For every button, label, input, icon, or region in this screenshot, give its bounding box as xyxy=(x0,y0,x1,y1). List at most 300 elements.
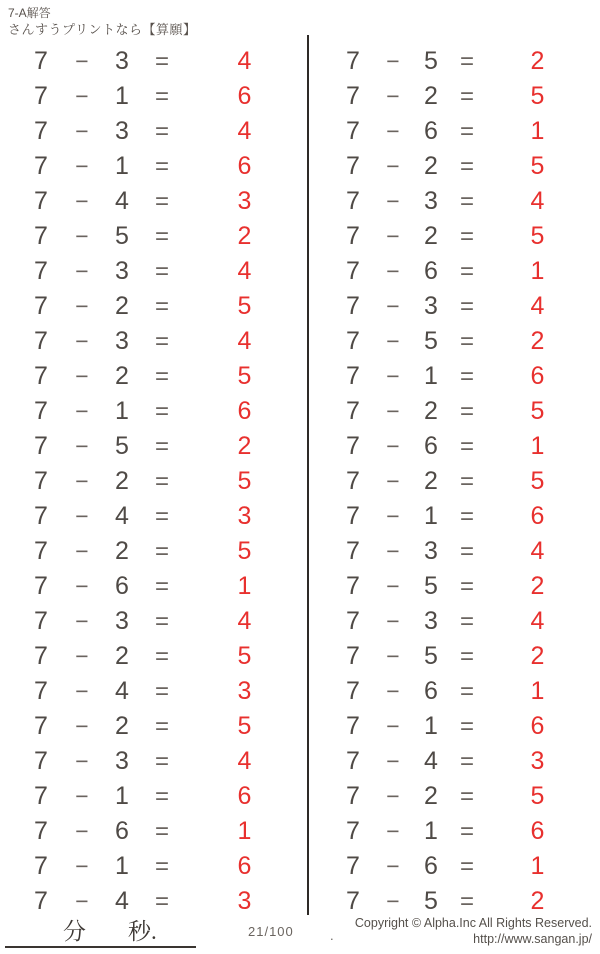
problem-row xyxy=(309,744,600,779)
equals-sign: = xyxy=(154,607,169,635)
problem-row xyxy=(0,814,307,849)
minuend: 7 xyxy=(346,257,360,285)
subtrahend: 6 xyxy=(424,257,438,285)
equals-sign: = xyxy=(459,397,474,425)
equals-sign: = xyxy=(154,467,169,495)
problem-row xyxy=(309,219,600,254)
answer-value: 5 xyxy=(530,82,545,110)
subtrahend: 2 xyxy=(424,152,438,180)
subtrahend: 3 xyxy=(424,537,438,565)
minus-operator: − xyxy=(386,188,400,214)
minuend: 7 xyxy=(346,502,360,530)
minuend: 7 xyxy=(34,537,48,565)
problem-row xyxy=(0,569,307,604)
answer-value: 5 xyxy=(237,467,252,495)
answer-value: 4 xyxy=(237,47,252,75)
subtrahend: 1 xyxy=(115,152,129,180)
answer-value: 5 xyxy=(530,397,545,425)
minuend: 7 xyxy=(346,887,360,915)
minus-operator: − xyxy=(386,398,400,424)
minuend: 7 xyxy=(346,642,360,670)
problem-row xyxy=(309,534,600,569)
minus-operator: − xyxy=(75,888,89,914)
answer-value: 2 xyxy=(530,572,545,600)
minuend: 7 xyxy=(34,642,48,670)
minuend: 7 xyxy=(34,712,48,740)
minuend: 7 xyxy=(34,747,48,775)
answer-value: 6 xyxy=(530,362,545,390)
answer-value: 1 xyxy=(530,257,545,285)
answer-value: 1 xyxy=(530,117,545,145)
answer-value: 6 xyxy=(237,782,252,810)
subtrahend: 3 xyxy=(115,117,129,145)
minus-operator: − xyxy=(75,83,89,109)
minuend: 7 xyxy=(34,572,48,600)
equals-sign: = xyxy=(459,817,474,845)
minuend: 7 xyxy=(346,152,360,180)
equals-sign: = xyxy=(459,677,474,705)
subtrahend: 2 xyxy=(115,362,129,390)
minus-operator: − xyxy=(386,853,400,879)
equals-sign: = xyxy=(154,537,169,565)
minus-operator: − xyxy=(75,433,89,459)
minus-operator: − xyxy=(386,258,400,284)
minuend: 7 xyxy=(346,117,360,145)
answer-value: 4 xyxy=(237,257,252,285)
minus-operator: − xyxy=(75,503,89,529)
answer-value: 3 xyxy=(237,677,252,705)
equals-sign: = xyxy=(154,187,169,215)
minuend: 7 xyxy=(346,362,360,390)
subtrahend: 5 xyxy=(424,327,438,355)
equals-sign: = xyxy=(459,572,474,600)
minuend: 7 xyxy=(34,82,48,110)
minus-operator: − xyxy=(75,223,89,249)
minuend: 7 xyxy=(34,852,48,880)
problem-row xyxy=(309,394,600,429)
subtrahend: 2 xyxy=(424,397,438,425)
minus-operator: − xyxy=(75,783,89,809)
answer-value: 4 xyxy=(530,607,545,635)
subtrahend: 5 xyxy=(115,222,129,250)
problem-row xyxy=(309,149,600,184)
equals-sign: = xyxy=(459,852,474,880)
minuend: 7 xyxy=(34,152,48,180)
minus-operator: − xyxy=(75,153,89,179)
equals-sign: = xyxy=(459,187,474,215)
equals-sign: = xyxy=(154,152,169,180)
subtrahend: 2 xyxy=(115,712,129,740)
minus-operator: − xyxy=(75,538,89,564)
subtrahend: 2 xyxy=(424,82,438,110)
minus-operator: − xyxy=(386,433,400,459)
subtrahend: 3 xyxy=(115,747,129,775)
equals-sign: = xyxy=(154,397,169,425)
equals-sign: = xyxy=(459,327,474,355)
minus-operator: − xyxy=(75,573,89,599)
minus-operator: − xyxy=(386,83,400,109)
subtrahend: 6 xyxy=(115,572,129,600)
problem-row xyxy=(0,114,307,149)
answer-value: 6 xyxy=(237,852,252,880)
minuend: 7 xyxy=(34,677,48,705)
problem-row xyxy=(0,324,307,359)
subtrahend: 2 xyxy=(424,467,438,495)
equals-sign: = xyxy=(154,572,169,600)
answer-value: 4 xyxy=(237,327,252,355)
answer-value: 1 xyxy=(237,572,252,600)
equals-sign: = xyxy=(459,257,474,285)
subtrahend: 2 xyxy=(115,642,129,670)
minus-operator: − xyxy=(386,818,400,844)
minus-operator: − xyxy=(75,748,89,774)
equals-sign: = xyxy=(154,117,169,145)
minuend: 7 xyxy=(34,467,48,495)
minuend: 7 xyxy=(346,712,360,740)
minus-operator: − xyxy=(386,538,400,564)
problem-row xyxy=(0,359,307,394)
stray-period: . xyxy=(330,928,334,943)
answer-value: 4 xyxy=(530,292,545,320)
minuend: 7 xyxy=(346,782,360,810)
problem-row xyxy=(309,884,600,919)
minus-operator: − xyxy=(75,643,89,669)
equals-sign: = xyxy=(154,782,169,810)
subtrahend: 1 xyxy=(115,82,129,110)
answer-value: 3 xyxy=(530,747,545,775)
equals-sign: = xyxy=(459,502,474,530)
minuend: 7 xyxy=(34,47,48,75)
problem-row xyxy=(0,79,307,114)
minus-operator: − xyxy=(75,608,89,634)
answer-value: 4 xyxy=(237,117,252,145)
answer-value: 2 xyxy=(237,222,252,250)
subtrahend: 3 xyxy=(424,607,438,635)
equals-sign: = xyxy=(154,82,169,110)
subtrahend: 1 xyxy=(115,852,129,880)
equals-sign: = xyxy=(154,222,169,250)
problem-row xyxy=(309,604,600,639)
problem-row xyxy=(309,779,600,814)
subtrahend: 6 xyxy=(424,677,438,705)
subtrahend: 2 xyxy=(115,292,129,320)
answer-value: 6 xyxy=(530,502,545,530)
answer-value: 5 xyxy=(237,642,252,670)
subtrahend: 4 xyxy=(115,887,129,915)
problems-column-left xyxy=(0,44,307,919)
answer-value: 3 xyxy=(237,187,252,215)
minus-operator: − xyxy=(386,608,400,634)
equals-sign: = xyxy=(154,887,169,915)
minuend: 7 xyxy=(34,432,48,460)
minus-operator: − xyxy=(386,293,400,319)
minus-operator: − xyxy=(386,748,400,774)
equals-sign: = xyxy=(459,117,474,145)
problem-row xyxy=(0,534,307,569)
subtrahend: 5 xyxy=(424,642,438,670)
problem-row xyxy=(309,849,600,884)
minus-operator: − xyxy=(75,818,89,844)
copyright-text: Copyright © Alpha.Inc All Rights Reserved. xyxy=(354,916,592,930)
minuend: 7 xyxy=(346,817,360,845)
subtrahend: 1 xyxy=(424,502,438,530)
minus-operator: − xyxy=(75,188,89,214)
minus-operator: − xyxy=(75,363,89,389)
equals-sign: = xyxy=(459,292,474,320)
answer-value: 4 xyxy=(237,747,252,775)
equals-sign: = xyxy=(459,782,474,810)
equals-sign: = xyxy=(154,642,169,670)
equals-sign: = xyxy=(459,712,474,740)
equals-sign: = xyxy=(459,362,474,390)
problem-row xyxy=(309,464,600,499)
problem-row xyxy=(0,219,307,254)
subtrahend: 6 xyxy=(115,817,129,845)
equals-sign: = xyxy=(459,537,474,565)
equals-sign: = xyxy=(459,887,474,915)
minuend: 7 xyxy=(346,747,360,775)
worksheet-header xyxy=(8,5,196,39)
subtrahend: 5 xyxy=(115,432,129,460)
equals-sign: = xyxy=(459,747,474,775)
answer-value: 4 xyxy=(530,537,545,565)
minus-operator: − xyxy=(75,328,89,354)
minus-operator: − xyxy=(75,853,89,879)
problem-row xyxy=(309,254,600,289)
equals-sign: = xyxy=(154,852,169,880)
problem-row xyxy=(0,149,307,184)
minus-operator: − xyxy=(386,503,400,529)
subtrahend: 5 xyxy=(424,572,438,600)
minuend: 7 xyxy=(346,292,360,320)
seconds-label: 秒. xyxy=(128,919,157,944)
problem-row xyxy=(309,359,600,394)
minutes-label: 分 xyxy=(63,919,86,944)
minus-operator: − xyxy=(386,328,400,354)
equals-sign: = xyxy=(154,327,169,355)
problem-row xyxy=(309,814,600,849)
problem-row xyxy=(309,709,600,744)
subtrahend: 4 xyxy=(115,677,129,705)
minuend: 7 xyxy=(346,677,360,705)
answer-value: 5 xyxy=(237,537,252,565)
problem-row xyxy=(0,44,307,79)
equals-sign: = xyxy=(154,292,169,320)
subtrahend: 4 xyxy=(115,502,129,530)
problem-row xyxy=(0,254,307,289)
minuend: 7 xyxy=(346,607,360,635)
equals-sign: = xyxy=(154,432,169,460)
answer-value: 4 xyxy=(237,607,252,635)
answer-value: 1 xyxy=(237,817,252,845)
subtrahend: 6 xyxy=(424,432,438,460)
minus-operator: − xyxy=(75,293,89,319)
minuend: 7 xyxy=(346,327,360,355)
subtrahend: 3 xyxy=(115,327,129,355)
subtrahend: 4 xyxy=(115,187,129,215)
subtrahend: 2 xyxy=(115,467,129,495)
problem-row xyxy=(0,849,307,884)
problem-row xyxy=(309,499,600,534)
minuend: 7 xyxy=(34,887,48,915)
subtrahend: 1 xyxy=(424,817,438,845)
minus-operator: − xyxy=(386,573,400,599)
minus-operator: − xyxy=(386,783,400,809)
answer-value: 5 xyxy=(530,467,545,495)
answer-value: 1 xyxy=(530,432,545,460)
answer-value: 2 xyxy=(530,887,545,915)
minuend: 7 xyxy=(34,222,48,250)
subtrahend: 1 xyxy=(424,712,438,740)
minus-operator: − xyxy=(75,398,89,424)
minus-operator: − xyxy=(75,118,89,144)
subtrahend: 3 xyxy=(115,47,129,75)
subtrahend: 1 xyxy=(115,782,129,810)
worksheet-title: 7-A解答 xyxy=(8,6,51,20)
problem-row xyxy=(0,674,307,709)
equals-sign: = xyxy=(154,362,169,390)
problem-row xyxy=(309,674,600,709)
equals-sign: = xyxy=(154,817,169,845)
problem-row xyxy=(0,709,307,744)
equals-sign: = xyxy=(154,47,169,75)
subtrahend: 2 xyxy=(115,537,129,565)
problem-row xyxy=(0,429,307,464)
answer-value: 5 xyxy=(237,292,252,320)
minus-operator: − xyxy=(386,48,400,74)
minuend: 7 xyxy=(346,537,360,565)
answer-value: 5 xyxy=(530,222,545,250)
problem-row xyxy=(309,114,600,149)
minus-operator: − xyxy=(75,713,89,739)
subtrahend: 3 xyxy=(115,257,129,285)
answer-value: 5 xyxy=(237,712,252,740)
answer-value: 2 xyxy=(237,432,252,460)
problem-row xyxy=(0,779,307,814)
problem-row xyxy=(0,464,307,499)
problem-row xyxy=(309,639,600,674)
subtrahend: 5 xyxy=(424,47,438,75)
minuend: 7 xyxy=(346,187,360,215)
subtrahend: 3 xyxy=(424,187,438,215)
minuend: 7 xyxy=(34,292,48,320)
problem-row xyxy=(309,289,600,324)
answer-value: 6 xyxy=(237,152,252,180)
footer-copyright xyxy=(355,915,592,947)
minus-operator: − xyxy=(386,713,400,739)
minuend: 7 xyxy=(34,607,48,635)
problems-column-right xyxy=(309,44,600,919)
minus-operator: − xyxy=(75,258,89,284)
minuend: 7 xyxy=(346,82,360,110)
minus-operator: − xyxy=(386,223,400,249)
time-record-line xyxy=(5,916,196,948)
equals-sign: = xyxy=(459,152,474,180)
problem-row xyxy=(309,184,600,219)
subtrahend: 2 xyxy=(424,222,438,250)
problem-row xyxy=(309,569,600,604)
problem-row xyxy=(309,429,600,464)
problem-row xyxy=(0,499,307,534)
subtrahend: 6 xyxy=(424,852,438,880)
subtrahend: 2 xyxy=(424,782,438,810)
answer-value: 1 xyxy=(530,852,545,880)
minus-operator: − xyxy=(75,468,89,494)
equals-sign: = xyxy=(154,677,169,705)
answer-value: 6 xyxy=(530,817,545,845)
subtrahend: 3 xyxy=(115,607,129,635)
subtrahend: 1 xyxy=(115,397,129,425)
subtrahend: 6 xyxy=(424,117,438,145)
subtrahend: 1 xyxy=(424,362,438,390)
minuend: 7 xyxy=(346,467,360,495)
answer-value: 6 xyxy=(237,82,252,110)
minus-operator: − xyxy=(75,678,89,704)
minus-operator: − xyxy=(386,468,400,494)
equals-sign: = xyxy=(459,432,474,460)
problem-row xyxy=(0,604,307,639)
minuend: 7 xyxy=(34,187,48,215)
minus-operator: − xyxy=(386,153,400,179)
equals-sign: = xyxy=(459,642,474,670)
answer-value: 2 xyxy=(530,327,545,355)
equals-sign: = xyxy=(154,257,169,285)
page-number: 21/100 xyxy=(248,924,294,939)
problem-row xyxy=(309,324,600,359)
minus-operator: − xyxy=(386,363,400,389)
minus-operator: − xyxy=(386,118,400,144)
minuend: 7 xyxy=(34,782,48,810)
problem-row xyxy=(309,44,600,79)
minus-operator: − xyxy=(386,678,400,704)
equals-sign: = xyxy=(459,47,474,75)
minuend: 7 xyxy=(34,817,48,845)
answer-value: 3 xyxy=(237,887,252,915)
minus-operator: − xyxy=(386,643,400,669)
equals-sign: = xyxy=(459,467,474,495)
problem-row xyxy=(0,394,307,429)
minuend: 7 xyxy=(34,362,48,390)
minuend: 7 xyxy=(346,397,360,425)
minuend: 7 xyxy=(346,222,360,250)
site-url-text: http://www.sangan.jp/ xyxy=(473,932,592,946)
answer-value: 4 xyxy=(530,187,545,215)
minuend: 7 xyxy=(346,432,360,460)
equals-sign: = xyxy=(459,82,474,110)
answer-value: 6 xyxy=(530,712,545,740)
minuend: 7 xyxy=(346,47,360,75)
problem-row xyxy=(309,79,600,114)
minuend: 7 xyxy=(34,257,48,285)
answer-value: 5 xyxy=(237,362,252,390)
answer-value: 3 xyxy=(237,502,252,530)
subtrahend: 4 xyxy=(424,747,438,775)
minuend: 7 xyxy=(34,327,48,355)
problem-row xyxy=(0,289,307,324)
minuend: 7 xyxy=(34,502,48,530)
worksheet-subtitle: さんすうプリントなら【算願】 xyxy=(8,22,197,37)
subtrahend: 5 xyxy=(424,887,438,915)
minuend: 7 xyxy=(34,117,48,145)
answer-value: 5 xyxy=(530,782,545,810)
minus-operator: − xyxy=(75,48,89,74)
subtrahend: 3 xyxy=(424,292,438,320)
problem-row xyxy=(0,744,307,779)
minuend: 7 xyxy=(346,572,360,600)
equals-sign: = xyxy=(154,712,169,740)
answer-value: 5 xyxy=(530,152,545,180)
minus-operator: − xyxy=(386,888,400,914)
